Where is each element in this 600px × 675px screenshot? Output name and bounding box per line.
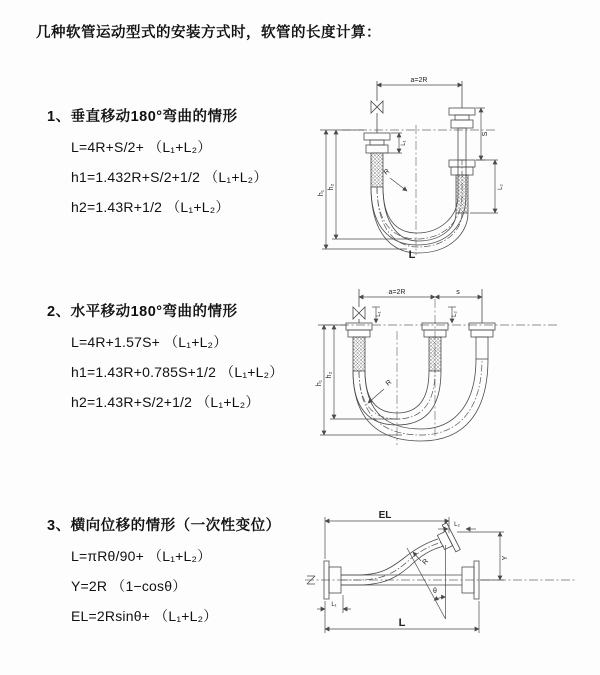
dimension-offset-y xyxy=(457,532,509,580)
right-hose-fitting-shifted xyxy=(469,289,495,359)
radius-label: R xyxy=(384,378,394,388)
left-hose-fitting xyxy=(364,133,390,187)
dimension-span xyxy=(377,77,462,85)
fitting-right-label: L₂ xyxy=(454,522,460,528)
radius-callout xyxy=(368,379,393,403)
radius-callout xyxy=(383,168,407,191)
dimension-fitting-left xyxy=(384,133,407,153)
page-title: 几种软管运动型式的安装方式时，软管的长度计算： xyxy=(36,25,381,41)
left-hose-fitting xyxy=(346,323,372,371)
section1-formulas xyxy=(71,132,268,222)
fitting-left-label: L₁ xyxy=(401,140,407,146)
dimension-heights xyxy=(318,130,407,249)
dimension-span xyxy=(359,289,435,297)
section3-formulas xyxy=(71,541,217,631)
formula-h1: h1=1.432R+S/2+1/2 （L₁+L₂） xyxy=(71,169,268,185)
dimension-stroke-s xyxy=(435,289,482,297)
fitting-right-label: L₂ xyxy=(452,311,458,317)
valve-icon xyxy=(371,81,383,133)
formula-L: L=πRθ/90+ （L₁+L₂） xyxy=(71,548,212,564)
dimension-fitting-right xyxy=(470,160,504,213)
formula-L: L=4R+S/2+ （L₁+L₂） xyxy=(71,139,212,155)
section2-formulas xyxy=(71,327,284,417)
formula-Y: Y=2R （1−cosθ） xyxy=(71,578,187,594)
centerlines xyxy=(342,125,497,255)
fitting-left-label: L₁ xyxy=(376,311,382,317)
dimension-fitting-left xyxy=(372,307,382,323)
formula-h2: h2=1.43R+1/2 （L₁+L₂） xyxy=(71,199,230,215)
span-label: a=2R xyxy=(388,289,406,296)
el-label: EL xyxy=(378,510,392,521)
radius-label: R xyxy=(421,557,430,567)
diagram-lateral-displacement xyxy=(297,505,590,650)
section3-heading: 3、横向位移的情形（一次性变位） xyxy=(47,518,281,534)
s-curve-hose xyxy=(341,523,460,585)
span-label: a=2R xyxy=(410,77,428,84)
diagram-horizontal-180-bend xyxy=(312,283,595,453)
fitting-right-label: L₂ xyxy=(498,184,504,190)
fitting-left-label: L₁ xyxy=(331,602,337,608)
valve-icon xyxy=(353,289,365,323)
formula-EL: EL=2Rsinθ+ （L₁+L₂） xyxy=(71,608,218,624)
right-hose-fitting-upper xyxy=(449,81,475,160)
section2-heading: 2、水平移动180°弯曲的情形 xyxy=(47,304,238,320)
length-label: L xyxy=(398,617,406,629)
hose-u-bends xyxy=(353,359,488,441)
middle-hose-fitting xyxy=(422,323,448,371)
angle-construction xyxy=(407,545,446,619)
theta-label: θ xyxy=(433,588,437,595)
dimension-fitting-left xyxy=(317,595,351,613)
stroke-label: s xyxy=(456,289,460,296)
diagram-vertical-180-bend xyxy=(312,75,590,261)
offset-y-label: Y xyxy=(502,555,509,561)
radius-label: R xyxy=(382,167,392,177)
dimension-el xyxy=(325,510,449,559)
height2-label: h₂ xyxy=(326,371,333,379)
formula-h2: h2=1.43R+S/2+1/2 （L₁+L₂） xyxy=(71,394,260,410)
dimension-length xyxy=(325,601,479,633)
dimension-fitting-right xyxy=(448,307,458,323)
formula-h1: h1=1.43R+0.785S+1/2 （L₁+L₂） xyxy=(71,364,284,380)
height2-label: h₂ xyxy=(328,183,335,191)
section1-heading: 1、垂直移动180°弯曲的情形 xyxy=(47,109,238,125)
height1-label: h₁ xyxy=(318,189,325,197)
length-label: L xyxy=(408,249,416,261)
stroke-label: S xyxy=(482,131,489,137)
formula-L: L=4R+1.57S+ （L₁+L₂） xyxy=(71,334,228,350)
height1-label: h₁ xyxy=(316,379,323,387)
dimension-stroke-s xyxy=(476,108,489,160)
